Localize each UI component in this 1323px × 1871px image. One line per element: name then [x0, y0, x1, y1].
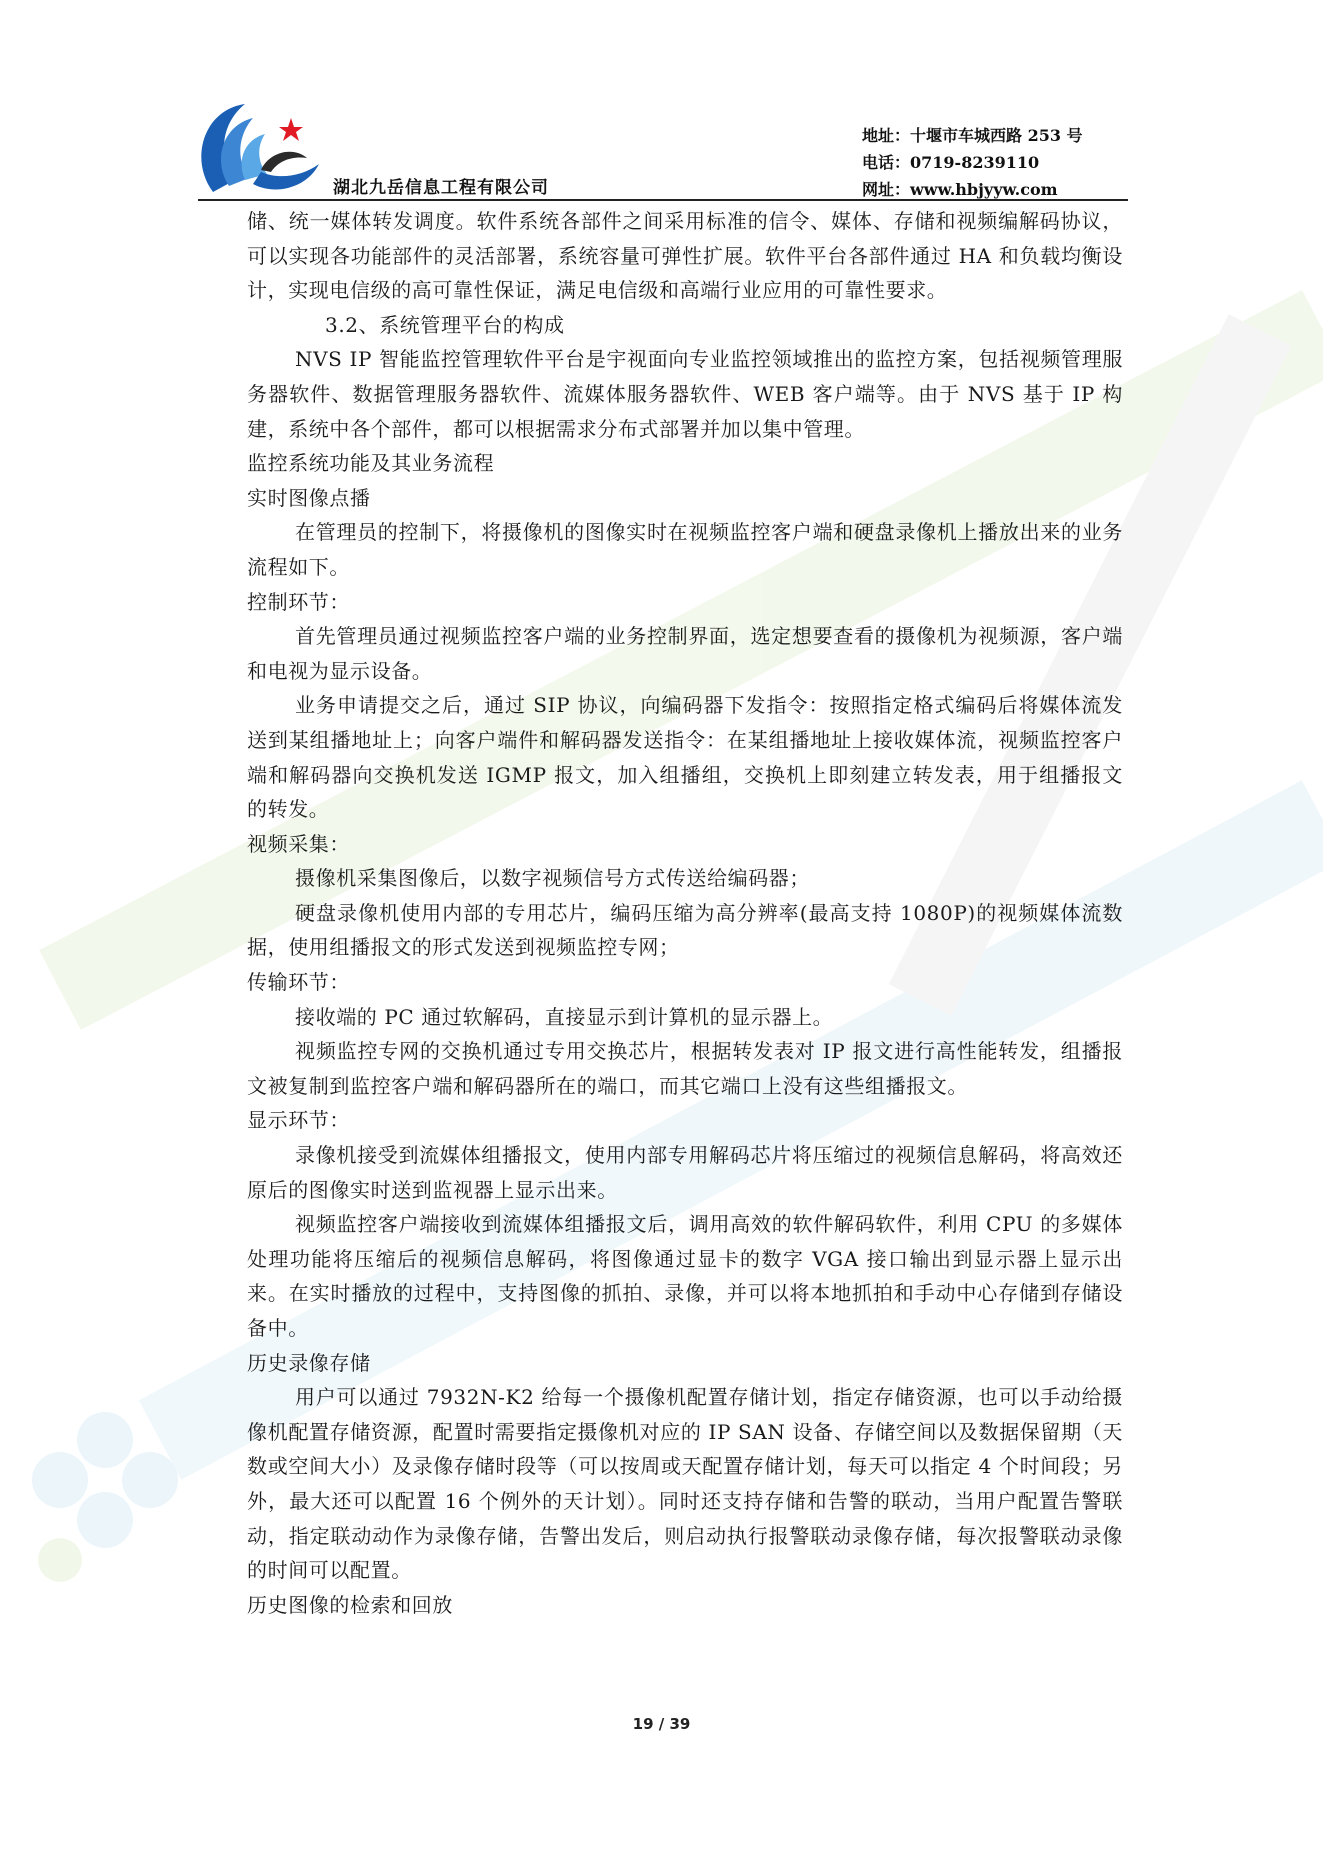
section-heading: 历史录像存储 — [247, 1350, 371, 1375]
paragraph: 接收端的 PC 通过软解码，直接显示到计算机的显示器上。 — [295, 1004, 834, 1029]
phone-label: 电话： — [862, 153, 911, 172]
header-divider — [198, 199, 1128, 201]
paragraph: 首先管理员通过视频监控客户端的业务控制界面，选定想要查看的摄像机为视频源，客户端和电视为显示设备。 — [247, 624, 1123, 683]
contact-info — [862, 122, 1127, 203]
section-heading: 3.2、系统管理平台的构成 — [325, 312, 565, 337]
paragraph: 视频监控客户端接收到流媒体组播报文后，调用高效的软件解码软件，利用 CPU 的多媒体处理功能将压缩后的视频信息解码，将图像通过显卡的数字 VGA 接口输出到显示器上显示出来。在实时播放的过程中，支持图像的抓拍、录像，并可以将本地抓拍和手动中心存储到存储设备中。 — [247, 1212, 1123, 1340]
paragraph: 在管理员的控制下，将摄像机的图像实时在视频监控客户端和硬盘录像机上播放出来的业务流程如下。 — [247, 520, 1123, 579]
paragraph: 业务申请提交之后，通过 SIP 协议，向编码器下发指令：按照指定格式编码后将媒体流发送到某组播地址上；向客户端件和解码器发送指令：在某组播地址上接收媒体流，视频监控客户端和解码器向交换机发送 IGMP 报文，加入组播组，交换机上即刻建立转发表，用于组播报文的转发。 — [247, 693, 1123, 822]
page-number: 19 / 39 — [632, 1715, 691, 1733]
address-row — [862, 122, 1127, 149]
website-label: 网址： — [862, 180, 911, 199]
section-heading: 视频采集： — [247, 831, 350, 856]
section-heading: 历史图像的检索和回放 — [247, 1592, 453, 1617]
paragraph: 摄像机采集图像后，以数字视频信号方式传送给编码器； — [295, 866, 810, 891]
paragraph: NVS IP 智能监控管理软件平台是宇视面向专业监控领域推出的监控方案，包括视频管理服务器软件、数据管理服务器软件、流媒体服务器软件、WEB 客户端等。由于 NVS 基于 IP 构建，系统中各个部件，都可以根据需求分布式部署并加以集中管理。 — [247, 347, 1123, 441]
address-value: 十堰市车城西路 253 号 — [910, 126, 1083, 145]
paragraph: 硬盘录像机使用内部的专用芯片，编码压缩为高分辨率(最高支持 1080P)的视频媒体流数据，使用组播报文的形式发送到视频监控专网； — [247, 900, 1123, 960]
address-label: 地址： — [862, 126, 911, 145]
section-heading: 控制环节： — [247, 589, 350, 614]
section-heading: 传输环节： — [247, 970, 350, 995]
company-logo — [195, 100, 325, 200]
paragraph: 储、统一媒体转发调度。软件系统各部件之间采用标准的信令、媒体、存储和视频编解码协议，可以实现各功能部件的灵活部署，系统容量可弹性扩展。软件平台各部件通过 HA 和负载均衡设计，实现电信级的高可靠性保证，满足电信级和高端行业应用的可靠性要求。 — [247, 209, 1123, 303]
section-heading: 实时图像点播 — [247, 485, 371, 510]
paragraph: 用户可以通过 7932N-K2 给每一个摄像机配置存储计划，指定存储资源，也可以手动给摄像机配置存储资源，配置时需要指定摄像机对应的 IP SAN 设备、存储空间以及数据保留期（天数或空间大小）及录像存储时段等（可以按周或天配置存储计划，每天可以指定 4 个时间段；另外，最大还可以配置 16 个例外的天计划）。同时还支持存储和告警的联动，当用户配置告警联动，指定联动动作为录像存储，告警出发后，则启动执行报警联动录像存储，每次报警联动录像的时间可以配置。 — [247, 1385, 1123, 1583]
phone-value: 0719-8239110 — [910, 153, 1040, 172]
company-name: 湖北九岳信息工程有限公司 — [333, 178, 549, 198]
paragraph: 视频监控专网的交换机通过专用交换芯片，根据转发表对 IP 报文进行高性能转发，组播报文被复制到监控客户端和解码器所在的端口，而其它端口上没有这些组播报文。 — [247, 1039, 1123, 1098]
paragraph: 录像机接受到流媒体组播报文，使用内部专用解码芯片将压缩过的视频信息解码，将高效还原后的图像实时送到监视器上显示出来。 — [247, 1143, 1123, 1202]
section-heading: 监控系统功能及其业务流程 — [247, 451, 495, 476]
section-heading: 显示环节： — [247, 1108, 350, 1133]
document-body — [247, 204, 1123, 1622]
website-value: www.hbjyyw.com — [910, 180, 1058, 199]
phone-row — [862, 149, 1127, 176]
